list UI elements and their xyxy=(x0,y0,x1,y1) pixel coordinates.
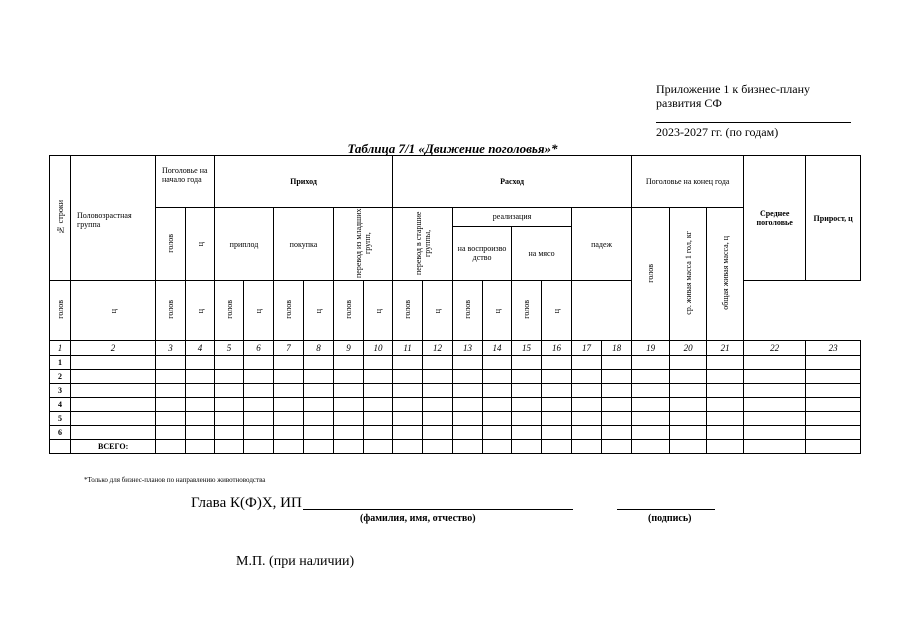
table-cell xyxy=(806,370,861,384)
table-cell xyxy=(512,384,542,398)
column-number: 2 xyxy=(71,341,156,356)
table-cell xyxy=(244,412,274,426)
row-number: 3 xyxy=(50,384,71,398)
table-cell xyxy=(156,398,186,412)
table-cell xyxy=(393,412,423,426)
table-cell xyxy=(156,356,186,370)
table-cell xyxy=(393,426,423,440)
total-row xyxy=(50,440,861,454)
sub-c: ц xyxy=(364,281,393,341)
sub-heads: голов xyxy=(50,281,71,341)
sub-c: ц xyxy=(483,281,512,341)
table-row xyxy=(50,356,861,370)
column-number: 1 xyxy=(50,341,71,356)
table-cell xyxy=(186,426,215,440)
table-cell xyxy=(71,426,156,440)
table-cell xyxy=(304,370,334,384)
sub-c: ц xyxy=(542,281,572,341)
table-cell xyxy=(156,384,186,398)
column-number: 14 xyxy=(483,341,512,356)
table-cell xyxy=(744,426,806,440)
column-number: 10 xyxy=(364,341,393,356)
table-cell xyxy=(707,426,744,440)
table-cell xyxy=(186,398,215,412)
header-end-heads: голов xyxy=(632,208,670,341)
footnote: *Только для бизнес-планов по направлению животноводства xyxy=(84,476,266,484)
table-cell xyxy=(572,356,602,370)
header-sales: реализация xyxy=(453,208,572,227)
table-cell xyxy=(274,356,304,370)
appendix-line-1: Приложение 1 к бизнес-плану xyxy=(656,82,811,96)
livestock-movement-table xyxy=(49,155,861,454)
table-cell xyxy=(71,370,156,384)
row-number: 6 xyxy=(50,426,71,440)
table-cell xyxy=(423,412,453,426)
table-cell xyxy=(71,398,156,412)
table-row xyxy=(50,398,861,412)
table-cell xyxy=(423,426,453,440)
table-cell xyxy=(215,398,244,412)
head-label: Глава К(Ф)Х, ИП xyxy=(191,495,302,511)
table-row xyxy=(50,426,861,440)
table-cell xyxy=(453,426,483,440)
column-number: 16 xyxy=(542,341,572,356)
table-cell xyxy=(572,384,602,398)
column-number: 8 xyxy=(304,341,334,356)
table-cell xyxy=(334,426,364,440)
table-cell xyxy=(364,356,393,370)
table-cell xyxy=(707,412,744,426)
table-cell xyxy=(744,356,806,370)
header-offspring: приплод xyxy=(215,208,274,281)
table-cell xyxy=(512,398,542,412)
table-cell xyxy=(71,356,156,370)
table-cell xyxy=(602,356,632,370)
table-cell xyxy=(670,384,707,398)
table-cell xyxy=(244,384,274,398)
sub-c: ц xyxy=(186,281,215,341)
column-number: 23 xyxy=(806,341,861,356)
sign-signature-line xyxy=(617,509,715,510)
table-cell xyxy=(304,384,334,398)
header-gain: Прирост, ц xyxy=(806,156,861,281)
header-start-heads: голов xyxy=(156,208,186,281)
column-number: 13 xyxy=(453,341,483,356)
table-cell xyxy=(304,356,334,370)
column-number: 3 xyxy=(156,341,186,356)
total-label: ВСЕГО: xyxy=(71,440,156,454)
table-cell xyxy=(304,412,334,426)
table-cell xyxy=(572,398,602,412)
table-cell xyxy=(744,384,806,398)
table-cell xyxy=(542,398,572,412)
table-cell xyxy=(274,370,304,384)
table-cell xyxy=(334,370,364,384)
table-cell xyxy=(806,412,861,426)
table-cell xyxy=(244,398,274,412)
table-cell xyxy=(71,412,156,426)
table-cell xyxy=(542,370,572,384)
table-cell xyxy=(744,412,806,426)
row-number: 2 xyxy=(50,370,71,384)
table-cell xyxy=(632,412,670,426)
table-cell xyxy=(334,412,364,426)
table-cell xyxy=(483,370,512,384)
table-cell xyxy=(334,356,364,370)
header-avg-weight: ср. живая масса 1 гол, кг xyxy=(670,208,707,341)
table-cell xyxy=(393,356,423,370)
column-number: 22 xyxy=(744,341,806,356)
table-cell xyxy=(483,412,512,426)
table-cell xyxy=(602,384,632,398)
table-cell xyxy=(186,356,215,370)
name-signature-line xyxy=(303,509,573,510)
header-average: Среднее поголовье xyxy=(744,156,806,281)
column-number: 6 xyxy=(244,341,274,356)
table-cell xyxy=(364,398,393,412)
header-transfer-to-older: перевод в старшие группы, xyxy=(393,208,453,281)
table-cell xyxy=(244,356,274,370)
appendix-line-2: развития СФ xyxy=(656,96,722,110)
table-cell xyxy=(744,398,806,412)
header-purchase: покупка xyxy=(274,208,334,281)
table-cell xyxy=(423,370,453,384)
table-cell xyxy=(483,398,512,412)
table-cell xyxy=(483,356,512,370)
sub-c: ц xyxy=(71,281,156,341)
table-cell xyxy=(806,356,861,370)
appendix-underline xyxy=(656,122,851,123)
table-cell xyxy=(602,426,632,440)
table-cell xyxy=(186,384,215,398)
table-cell xyxy=(364,370,393,384)
column-number: 21 xyxy=(707,341,744,356)
table-cell xyxy=(244,370,274,384)
table-cell xyxy=(453,412,483,426)
table-cell xyxy=(393,384,423,398)
table-cell xyxy=(483,384,512,398)
table-cell xyxy=(215,370,244,384)
table-cell xyxy=(632,398,670,412)
table-cell xyxy=(602,370,632,384)
table-row xyxy=(50,370,861,384)
table-cell xyxy=(274,384,304,398)
table-cell xyxy=(393,370,423,384)
table-cell xyxy=(156,412,186,426)
table-cell xyxy=(670,426,707,440)
table-cell xyxy=(186,370,215,384)
table-cell xyxy=(670,370,707,384)
table-cell xyxy=(632,426,670,440)
table-cell xyxy=(156,370,186,384)
table-cell xyxy=(393,398,423,412)
table-cell xyxy=(572,426,602,440)
column-number: 5 xyxy=(215,341,244,356)
column-number: 12 xyxy=(423,341,453,356)
table-cell xyxy=(572,370,602,384)
table-cell xyxy=(453,370,483,384)
table-cell xyxy=(453,384,483,398)
table-title: Таблица 7/1 «Движение поголовья»* xyxy=(347,141,558,156)
sub-heads: голов xyxy=(453,281,483,341)
table-row xyxy=(50,384,861,398)
column-number: 7 xyxy=(274,341,304,356)
column-number: 19 xyxy=(632,341,670,356)
table-cell xyxy=(707,398,744,412)
table-cell xyxy=(50,440,71,454)
table-cell xyxy=(334,384,364,398)
table-cell xyxy=(453,356,483,370)
stamp-label: М.П. (при наличии) xyxy=(236,554,355,569)
header-start-c: ц xyxy=(186,208,215,281)
header-transfer-from-younger: перевод из младших групп, xyxy=(334,208,393,281)
table-cell xyxy=(806,384,861,398)
table-cell xyxy=(707,356,744,370)
table-cell xyxy=(632,384,670,398)
column-number: 9 xyxy=(334,341,364,356)
table-cell xyxy=(542,356,572,370)
table-cell xyxy=(71,384,156,398)
table-cell xyxy=(670,412,707,426)
sub-heads: голов xyxy=(274,281,304,341)
column-number: 18 xyxy=(602,341,632,356)
header-for-breeding: на воспроизво дство xyxy=(453,226,512,280)
sub-heads: голов xyxy=(512,281,542,341)
table-cell xyxy=(453,398,483,412)
sub-c: ц xyxy=(423,281,453,341)
table-row xyxy=(50,412,861,426)
table-cell xyxy=(274,398,304,412)
name-caption: (фамилия, имя, отчество) xyxy=(360,513,476,524)
header-start-livestock: Поголовье на начало года xyxy=(156,156,215,208)
table-cell xyxy=(274,412,304,426)
header-income: Приход xyxy=(215,156,393,208)
table-cell xyxy=(423,356,453,370)
sub-heads: голов xyxy=(393,281,423,341)
period-label: 2023-2027 гг. (по годам) xyxy=(656,125,779,139)
header-group: Половозрастная группа xyxy=(71,156,156,281)
table-cell xyxy=(215,384,244,398)
table-cell xyxy=(423,398,453,412)
column-number-row xyxy=(50,341,861,356)
table-cell xyxy=(806,398,861,412)
table-cell xyxy=(670,398,707,412)
table-cell xyxy=(602,412,632,426)
table-cell xyxy=(602,398,632,412)
column-number: 20 xyxy=(670,341,707,356)
table-cell xyxy=(423,384,453,398)
table-cell xyxy=(304,426,334,440)
sign-caption: (подпись) xyxy=(648,513,692,524)
table-cell xyxy=(215,356,244,370)
table-cell xyxy=(156,426,186,440)
column-number: 15 xyxy=(512,341,542,356)
row-number: 4 xyxy=(50,398,71,412)
column-number: 17 xyxy=(572,341,602,356)
appendix-note xyxy=(656,82,810,110)
table-cell xyxy=(512,426,542,440)
table-cell xyxy=(512,356,542,370)
sub-heads: голов xyxy=(156,281,186,341)
header-row-number: № строки xyxy=(50,156,71,281)
table-cell xyxy=(364,384,393,398)
table-cell xyxy=(632,356,670,370)
table-cell xyxy=(215,426,244,440)
table-cell xyxy=(707,384,744,398)
table-cell xyxy=(572,412,602,426)
table-cell xyxy=(512,412,542,426)
table-cell xyxy=(632,370,670,384)
table-cell xyxy=(274,426,304,440)
table-cell xyxy=(744,370,806,384)
table-cell xyxy=(186,412,215,426)
table-cell xyxy=(707,370,744,384)
table-cell xyxy=(670,356,707,370)
table-cell xyxy=(215,412,244,426)
table-cell xyxy=(304,398,334,412)
header-expense: Расход xyxy=(393,156,632,208)
sub-heads: голов xyxy=(334,281,364,341)
header-total-weight: общая живая масса, ц xyxy=(707,208,744,341)
table-cell xyxy=(244,426,274,440)
table-cell xyxy=(806,426,861,440)
table-cell xyxy=(542,426,572,440)
row-number: 1 xyxy=(50,356,71,370)
table-cell xyxy=(512,370,542,384)
table-cell xyxy=(483,426,512,440)
column-number: 11 xyxy=(393,341,423,356)
column-number: 4 xyxy=(186,341,215,356)
sub-c: ц xyxy=(304,281,334,341)
table-cell xyxy=(364,426,393,440)
header-end-livestock: Поголовье на конец года xyxy=(632,156,744,208)
table-cell xyxy=(364,412,393,426)
sub-heads: голов xyxy=(215,281,244,341)
header-death: падеж xyxy=(572,208,632,281)
table-cell xyxy=(334,398,364,412)
header-for-meat: на мясо xyxy=(512,226,572,280)
table-cell xyxy=(542,412,572,426)
sub-c: ц xyxy=(244,281,274,341)
table-cell xyxy=(542,384,572,398)
row-number: 5 xyxy=(50,412,71,426)
